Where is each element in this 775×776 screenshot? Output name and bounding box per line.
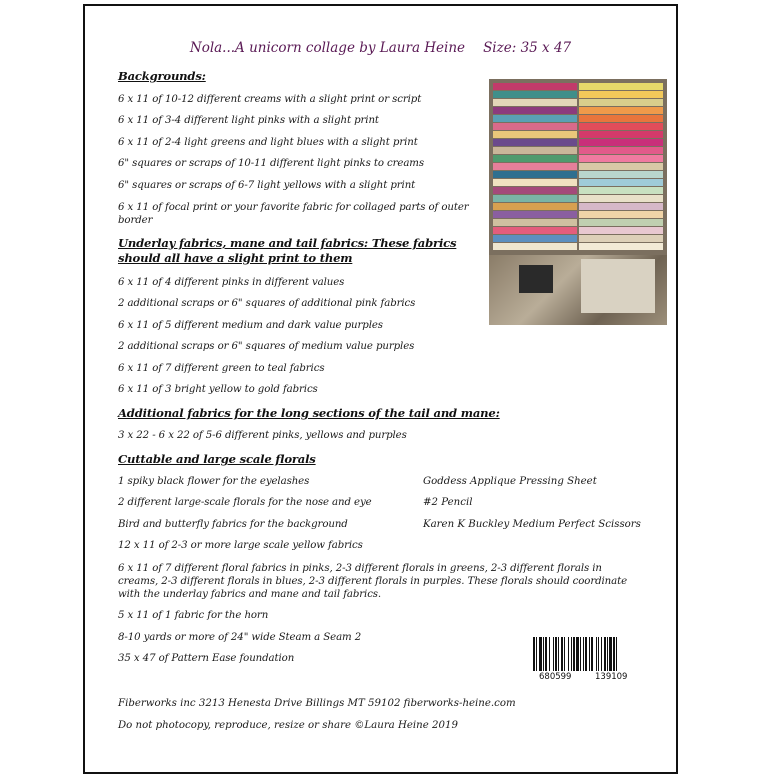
fabric-strip: [493, 83, 577, 90]
fabric-strip: [579, 227, 663, 234]
barcode-bar: [573, 637, 575, 671]
list-item: 6" squares or scraps of 10-11 different light pinks to creams: [118, 158, 424, 169]
florals-heading: Cuttable and large scale florals: [118, 452, 316, 466]
fabric-strip: [579, 211, 663, 218]
pattern-back-cover: [83, 4, 678, 774]
barcode-bar: [533, 637, 535, 671]
tool-item: Goddess Applique Pressing Sheet: [423, 476, 597, 487]
list-item: 6 x 11 of 10-12 different creams with a slight print or script: [118, 94, 422, 105]
fabric-strip: [493, 123, 577, 130]
fabric-stack-photo: [489, 79, 667, 325]
fabric-strip: [579, 139, 663, 146]
pattern-title: Nola...A unicorn collage by Laura Heine: [189, 40, 466, 56]
barcode-bar: [580, 637, 581, 671]
fabric-strip: [579, 203, 663, 210]
fabric-strip: [493, 171, 577, 178]
list-item: 6 x 11 of 5 different medium and dark value purples: [118, 320, 383, 331]
barcode-bar: [576, 637, 579, 671]
barcode-bars: [531, 637, 643, 671]
footer-address: Fiberworks inc 3213 Henesta Drive Billings MT 59102 fiberworks-heine.com: [118, 698, 516, 709]
list-item: 6 x 11 of 3 bright yellow to gold fabrics: [118, 384, 318, 395]
fabric-strip: [493, 243, 577, 250]
fabric-strip: [579, 107, 663, 114]
barcode-bar: [598, 637, 599, 671]
underlay-heading-rest: These fabrics should all have a slight print to them: [118, 236, 457, 265]
list-item: Bird and butterfly fabrics for the background: [118, 519, 348, 530]
barcode-bar: [561, 637, 563, 671]
list-item: 6 x 11 of 7 different green to teal fabrics: [118, 363, 325, 374]
fabric-strip: [579, 195, 663, 202]
fabric-strip: [579, 147, 663, 154]
fabric-strip: [493, 115, 577, 122]
fabric-strip: [493, 91, 577, 98]
tool-item: #2 Pencil: [423, 497, 473, 508]
barcode-bar: [536, 637, 537, 671]
page-title: [85, 40, 676, 56]
fabric-strip: [579, 163, 663, 170]
fabric-column-left: [493, 83, 577, 253]
fabric-strip: [493, 155, 577, 162]
list-item: 3 x 22 - 6 x 22 of 5-6 different pinks, yellows and purples: [118, 430, 407, 441]
fabric-column-right: [579, 83, 663, 253]
underlay-heading-main: Underlay fabrics, mane and tail fabrics:: [118, 236, 369, 250]
fabric-strip: [493, 163, 577, 170]
fabric-strip: [493, 235, 577, 242]
barcode-bar: [596, 637, 597, 671]
list-item: 1 spiky black flower for the eyelashes: [118, 476, 310, 487]
fabric-strip: [579, 99, 663, 106]
fabric-strip: [493, 139, 577, 146]
pattern-size: Size: 35 x 47: [483, 40, 572, 56]
barcode-bar: [607, 637, 608, 671]
fabric-strip: [579, 115, 663, 122]
fabric-strip: [579, 243, 663, 250]
list-item: 6 x 11 of 3-4 different light pinks with a slight print: [118, 115, 379, 126]
fabric-strip: [493, 195, 577, 202]
list-item: 6 x 11 of 4 different pinks in different values: [118, 277, 345, 288]
barcode-bar: [549, 637, 550, 671]
barcode-bar: [558, 637, 559, 671]
barcode-bar: [589, 637, 590, 671]
fabric-card-dark: [519, 265, 553, 293]
fabric-strip: [493, 99, 577, 106]
barcode-bar: [591, 637, 593, 671]
barcode-bar: [604, 637, 606, 671]
fabric-strip: [579, 187, 663, 194]
fabric-strip: [493, 187, 577, 194]
fabric-strip: [493, 219, 577, 226]
barcode-bar: [555, 637, 557, 671]
fabric-card-light: [581, 259, 655, 313]
list-item: 2 different large-scale florals for the nose and eye: [118, 497, 372, 508]
fabric-strip: [579, 91, 663, 98]
list-item: 35 x 47 of Pattern Ease foundation: [118, 653, 295, 664]
list-item: 6 x 11 of 7 different floral fabrics in pinks, 2-3 different florals in greens, 2-3 different florals in creams, 2-3 different florals in blues, 2-3 different florals in purples. These florals should coordinate with the underlay fabrics and mane and tail fabrics.: [118, 563, 628, 600]
barcode-bar: [543, 637, 544, 671]
tool-item: Karen K Buckley Medium Perfect Scissors: [423, 519, 641, 530]
list-item: 6 x 11 of focal print or your favorite fabric for collaged parts of outer border: [118, 202, 469, 226]
fabric-strip: [579, 179, 663, 186]
underlay-heading: [118, 236, 458, 266]
barcode-bar: [539, 637, 542, 671]
fabric-strip: [579, 131, 663, 138]
fabric-strip: [493, 179, 577, 186]
fabric-strip: [493, 147, 577, 154]
backgrounds-heading: Backgrounds:: [118, 69, 206, 83]
fabric-strip: [579, 83, 663, 90]
barcode-bar: [585, 637, 587, 671]
barcode-bar: [616, 637, 617, 671]
fabric-strip: [493, 203, 577, 210]
fabric-strip: [493, 227, 577, 234]
fabric-strip: [579, 155, 663, 162]
barcode-bar: [564, 637, 565, 671]
barcode-number-left: 680599: [539, 672, 572, 682]
list-item: 2 additional scraps or 6" squares of medium value purples: [118, 341, 415, 352]
barcode-bar: [545, 637, 547, 671]
barcode-bar: [571, 637, 572, 671]
barcode-bar: [601, 637, 602, 671]
list-item: 5 x 11 of 1 fabric for the horn: [118, 610, 269, 621]
barcode: [531, 637, 643, 684]
list-item: 6" squares or scraps of 6-7 light yellows with a slight print: [118, 180, 416, 191]
barcode-bar: [568, 637, 569, 671]
additional-heading: Additional fabrics for the long sections of the tail and mane:: [118, 406, 500, 420]
fabric-strip: [579, 235, 663, 242]
list-item: 12 x 11 of 2-3 or more large scale yellow fabrics: [118, 540, 363, 551]
footer-copyright: Do not photocopy, reproduce, resize or share ©Laura Heine 2019: [118, 720, 458, 731]
fabric-strip: [493, 107, 577, 114]
barcode-bar: [613, 637, 615, 671]
list-item: 8-10 yards or more of 24" wide Steam a Seam 2: [118, 632, 362, 643]
barcode-number-right: 139109: [595, 672, 628, 682]
fabric-strip: [579, 123, 663, 130]
fabric-strip: [493, 211, 577, 218]
fabric-strip: [579, 171, 663, 178]
fabric-strip: [579, 219, 663, 226]
barcode-bar: [553, 637, 554, 671]
list-item: 6 x 11 of 2-4 light greens and light blues with a slight print: [118, 137, 418, 148]
barcode-bar: [609, 637, 612, 671]
list-item: 2 additional scraps or 6" squares of additional pink fabrics: [118, 298, 416, 309]
fabric-strip: [493, 131, 577, 138]
barcode-bar: [583, 637, 584, 671]
